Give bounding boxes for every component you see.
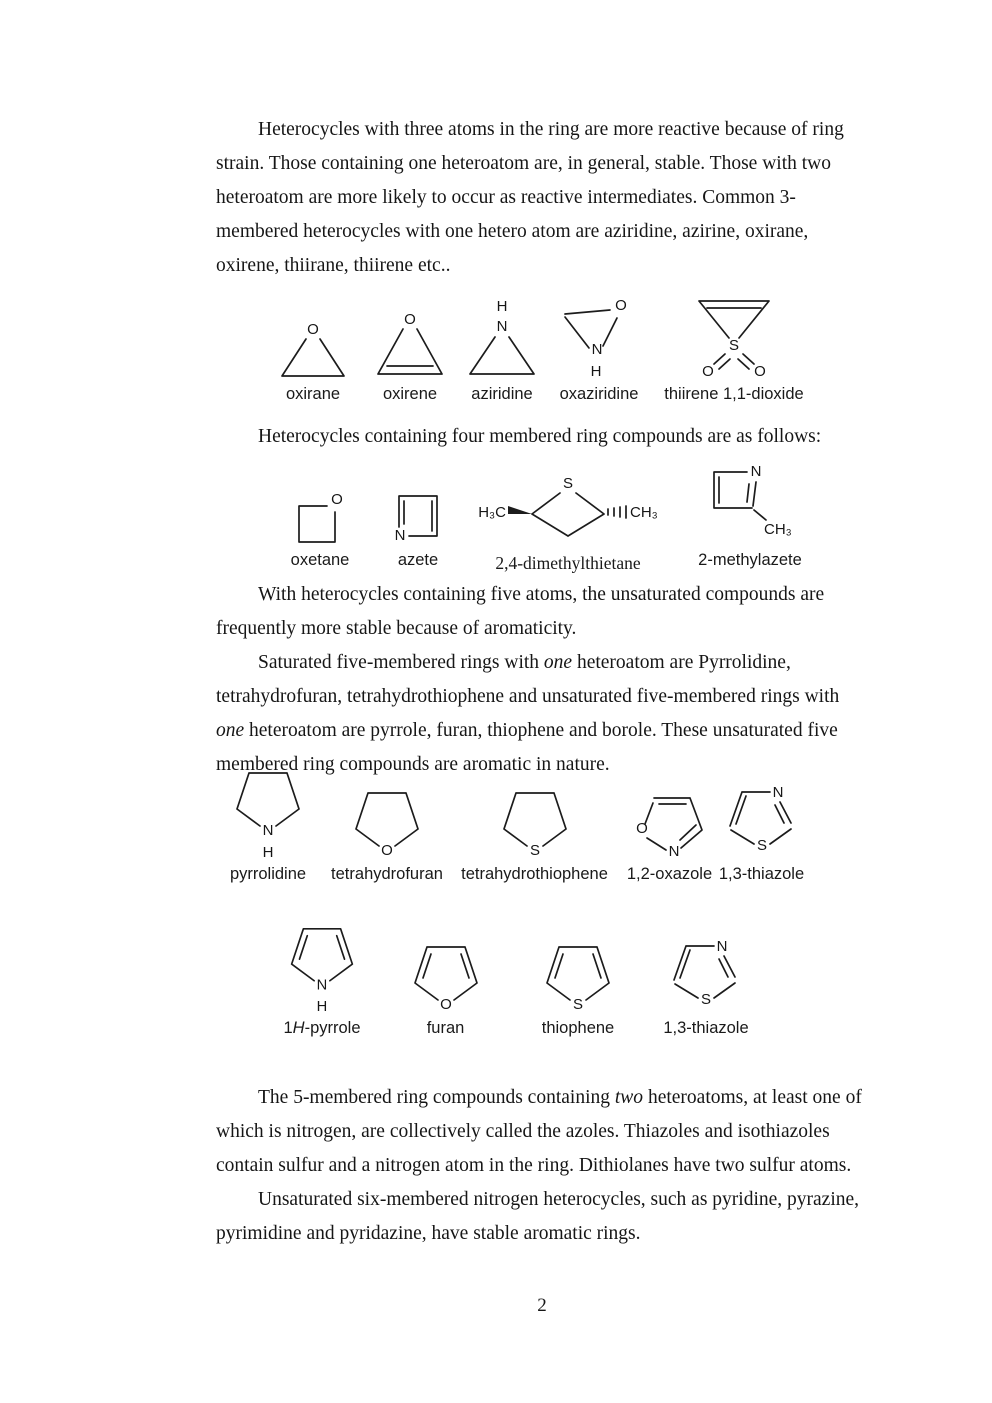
- paragraph-text: Heterocycles with three atoms in the ring are more reactive because of ring strain. Those containing one heteroatom are, in general, stable. Those with two heteroatom are more likely to occur as reactive intermediates. Common 3-membered heterocycles with one hetero atom are aziridine, azirine, oxirane, oxirene, thiirane, thiirene etc..: [216, 119, 844, 276]
- caption-oxirene: oxirene: [382, 385, 438, 403]
- caption-aziridine: aziridine: [471, 385, 533, 403]
- caption-thiophene: thiophene: [541, 1019, 615, 1037]
- methylazete-diagram: [698, 458, 802, 548]
- paragraph-azoles: [216, 1081, 868, 1251]
- tetrahydrothiophene-diagram: [497, 784, 573, 862]
- atom-oxygen: O: [439, 996, 452, 1013]
- atom-oxygen-left: O: [702, 363, 714, 380]
- caption-methylazete: 2-methylazete: [698, 551, 802, 569]
- structure-oxazole: [622, 764, 717, 884]
- page-number: 2: [537, 1295, 547, 1316]
- paragraph-text: Heterocycles containing four membered ring compounds are as follows:: [258, 426, 822, 447]
- structure-pyrrolidine: [212, 764, 324, 884]
- thiazole-diagram: [667, 936, 745, 1016]
- atom-nitrogen: N: [772, 784, 783, 801]
- paragraph-text: The 5-membered ring compounds containing two heteroatoms, at least one of which is nitrogen, are collectively called the azoles. Thiazoles and isothiazoles contain sulfur and a nitrogen atom in the ring. Dithiolanes have two sulfur atoms.: [216, 1087, 862, 1176]
- azete-diagram: [387, 484, 449, 548]
- structure-oxirane: [263, 292, 363, 404]
- dimethylthietane-diagram: [476, 472, 660, 550]
- caption-azete: azete: [397, 551, 439, 569]
- caption-oxetane: oxetane: [290, 551, 350, 569]
- caption-oxirane: oxirane: [285, 385, 341, 403]
- atom-nitrogen: N: [316, 977, 328, 994]
- paragraph-text: With heterocycles containing five atoms, the unsaturated compounds are frequently more stable because of aromaticity.: [216, 584, 825, 639]
- structure-oxirene: [360, 292, 460, 404]
- caption-thiirene-dioxide: thiirene 1,1-dioxide: [664, 385, 804, 403]
- caption-furan: furan: [426, 1019, 465, 1037]
- wedge-bond: [508, 506, 532, 514]
- oxetane-diagram: [288, 488, 352, 548]
- atom-hydrogen: H: [262, 844, 274, 861]
- oxazole-diagram: [629, 788, 711, 862]
- structure-methylazete: [676, 450, 824, 570]
- structure-thiirene-dioxide: [655, 292, 813, 404]
- atom-oxygen-right: O: [754, 363, 766, 380]
- atom-sulfur: S: [572, 996, 584, 1013]
- structure-aziridine: [452, 292, 552, 404]
- tetrahydrofuran-diagram: [349, 784, 425, 862]
- atom-sulfur: S: [562, 475, 574, 492]
- structure-pyrrole: [272, 920, 372, 1038]
- atom-nitrogen: N: [262, 822, 274, 839]
- oxirane-diagram: [275, 318, 351, 382]
- caption-thiazole-row4: 1,3-thiazole: [663, 1019, 749, 1037]
- pyrrole-diagram: [284, 920, 360, 1016]
- structure-furan: [398, 920, 493, 1038]
- hash-bond: [608, 506, 626, 518]
- atom-methyl-left: H₃C: [478, 504, 506, 521]
- atom-nitrogen: N: [750, 463, 762, 480]
- paragraph-four-membered-heading: [216, 420, 868, 454]
- structure-oxaziridine: [545, 292, 653, 404]
- thiazole-diagram: [723, 782, 801, 862]
- atom-sulfur: S: [756, 837, 767, 854]
- atom-oxygen: O: [331, 491, 343, 508]
- structure-oxetane: [268, 450, 372, 570]
- structure-thiophene: [528, 920, 628, 1038]
- paragraph-text: Saturated five-membered rings with one heteroatom are Pyrrolidine, tetrahydrofuran, tetrahydrothiophene and unsaturated five-membered rings with one heteroatom are pyrrole, furan, thiophene and borole. These unsaturated five membered ring compounds are aromatic in nature.: [216, 652, 840, 775]
- atom-oxygen: O: [635, 820, 648, 837]
- caption-oxazole: 1,2-oxazole: [626, 865, 713, 883]
- atom-oxygen: O: [615, 297, 627, 314]
- atom-nitrogen: N: [668, 843, 679, 860]
- structure-thiazole-row4: [656, 920, 756, 1038]
- atom-nitrogen: N: [591, 341, 603, 358]
- caption-tetrahydrofuran: tetrahydrofuran: [331, 865, 443, 883]
- atom-methyl-right: CH₃: [630, 504, 658, 521]
- paragraph-text: Unsaturated six-membered nitrogen heterocycles, such as pyridine, pyrazine, pyrimidine and pyridazine, have stable aromatic rings.: [216, 1189, 860, 1244]
- atom-oxygen: O: [381, 842, 393, 859]
- structure-tetrahydrothiophene: [452, 764, 617, 884]
- atom-oxygen: O: [404, 311, 416, 328]
- caption-pyrrole: 1H-pyrrole: [283, 1019, 361, 1037]
- caption-pyrrolidine: pyrrolidine: [229, 865, 307, 883]
- pyrrolidine-diagram: [230, 764, 306, 862]
- structure-dimethylthietane: [464, 450, 672, 574]
- caption-thiazole-row3: 1,3-thiazole: [718, 865, 805, 883]
- thiirene-dioxide-diagram: [686, 292, 782, 382]
- atom-oxygen: O: [307, 321, 319, 338]
- structure-azete: [372, 450, 464, 570]
- paragraph-three-membered: [216, 113, 868, 283]
- oxaziridine-diagram: [557, 294, 641, 382]
- oxirene-diagram: [372, 310, 448, 382]
- atom-hydrogen: H: [316, 999, 328, 1016]
- caption-tetrahydrothiophene: tetrahydrothiophene: [461, 865, 608, 883]
- atom-nitrogen: N: [394, 527, 406, 544]
- atom-hydrogen: H: [590, 363, 602, 380]
- paragraph-five-membered: [216, 578, 868, 782]
- caption-oxaziridine: oxaziridine: [559, 385, 639, 403]
- aziridine-diagram: [464, 298, 540, 382]
- atom-nitrogen: N: [716, 938, 728, 955]
- structure-tetrahydrofuran: [322, 764, 452, 884]
- furan-diagram: [408, 938, 484, 1016]
- structure-thiazole-row3: [714, 764, 809, 884]
- atom-nitrogen: N: [496, 318, 508, 335]
- atom-sulfur: S: [700, 991, 712, 1008]
- atom-sulfur: S: [529, 842, 540, 859]
- atom-hydrogen: H: [496, 298, 508, 315]
- atom-methyl: CH₃: [764, 521, 792, 538]
- thiophene-diagram: [540, 938, 616, 1016]
- atom-sulfur: S: [728, 337, 740, 354]
- caption-dimethylthietane: 2,4-dimethylthietane: [495, 553, 641, 573]
